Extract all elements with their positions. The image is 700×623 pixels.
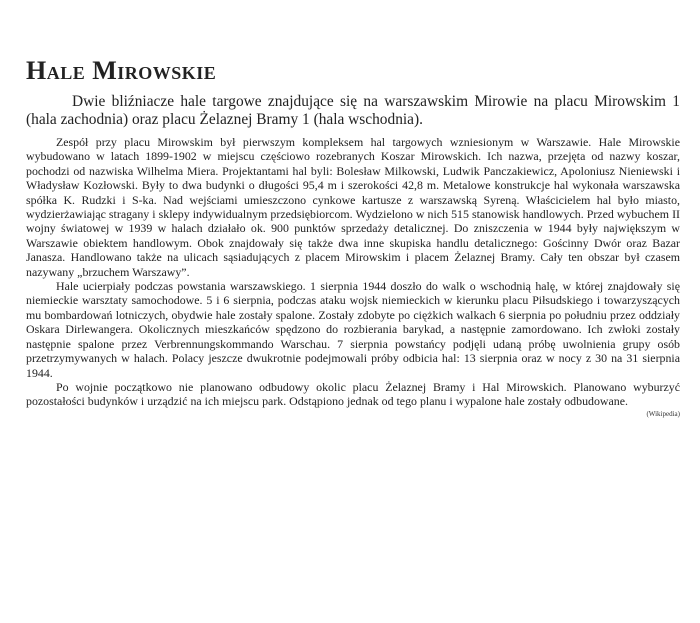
article-body — [26, 135, 680, 409]
paragraph-uprising: Hale ucierpiały podczas powstania warszawskiego. 1 sierpnia 1944 doszło do walk o wschodnią halę, w której znajdowały się niemieckie warsztaty samochodowe. 5 i 6 sierpnia, podczas ataku wojsk niemieckich w kierunku placu Piłsudskiego i towarzyszących mu bombardowań lotniczych, obydwie hale zostały spalone. Zostały zdobyte po ciężkich walkach 6 sierpnia po południu przez oddziały Oskara Dirlewangera. Okolicznych mieszkańców spędzono do rozbierania barykad, a następnie zamordowano. Ich zwłoki zostały następnie spalone przez Verbrennungskommando Warschau. 7 sierpnia powstańcy podjęli udaną próbę uwolnienia grupy osób przetrzymywanych w halach. Polacy jeszcze dwukrotnie podejmowali próby odbicia hal: 13 sierpnia oraz w nocy z 30 na 31 sierpnia 1944. — [26, 279, 680, 380]
page-title: Hale Mirowskie — [26, 56, 217, 85]
paragraph-history: Zespół przy placu Mirowskim był pierwszym kompleksem hal targowych wzniesionym w Warszawie. Hale Mirowskie wybudowano w latach 1899-1902 w miejscu częściowo rozebranych Koszar Mirowskich. Ich nazwa, przejęta od nazwy koszar, pochodzi od nazwiska Wilhelma Miera. Projektantami hal byli: Bolesław Milkowski, Ludwik Panczakiewicz, Apoloniusz Nieniewski i Władysław Kozłowski. Były to dwa budynki o długości 95,4 m i szerokości 42,8 m. Metalowe konstrukcje hal wykonała warszawska spółka K. Rudzki i S-ka. Nad wejściami umieszczono cynkowe kartusze z warszawską Syreną. Właścicielem hal było miasto, wydzierżawiając stragany i sklepy indywidualnym przedsiębiorcom. Wydzielono w nich 515 stanowisk handlowych. Przed wybuchem II wojny światowej w 1939 w halach działało ok. 900 punktów sprzedaży detalicznej. Do zniszczenia w 1944 były największym w Warszawie obiektem handlowym. Obok znajdowały się także dwa inne skupiska handlu detalicznego: Gościnny Dwór oraz Bazar Janasza. Handlowano także na ulicach sąsiadujących z placem Mirowskim i placem Żelaznej Bramy. Cały ten obszar był czasem nazywany „brzuchem Warszawy”. — [26, 135, 680, 279]
lead-paragraph: Dwie bliźniacze hale targowe znajdujące się na warszawskim Mirowie na placu Mirowskim 1 (hala zachodnia) oraz placu Żelaznej Bramy 1 (hala wschodnia). — [26, 93, 680, 128]
source-citation: (Wikipedia) — [646, 409, 680, 418]
document-page — [26, 56, 680, 419]
paragraph-postwar: Po wojnie początkowo nie planowano odbudowy okolic placu Żelaznej Bramy i Hal Mirowskich. Planowano wyburzyć pozostałości budynków i urządzić na ich miejscu park. Odstąpiono jednak od tego planu i wypalone hale zostały odbudowane. — [26, 379, 680, 409]
